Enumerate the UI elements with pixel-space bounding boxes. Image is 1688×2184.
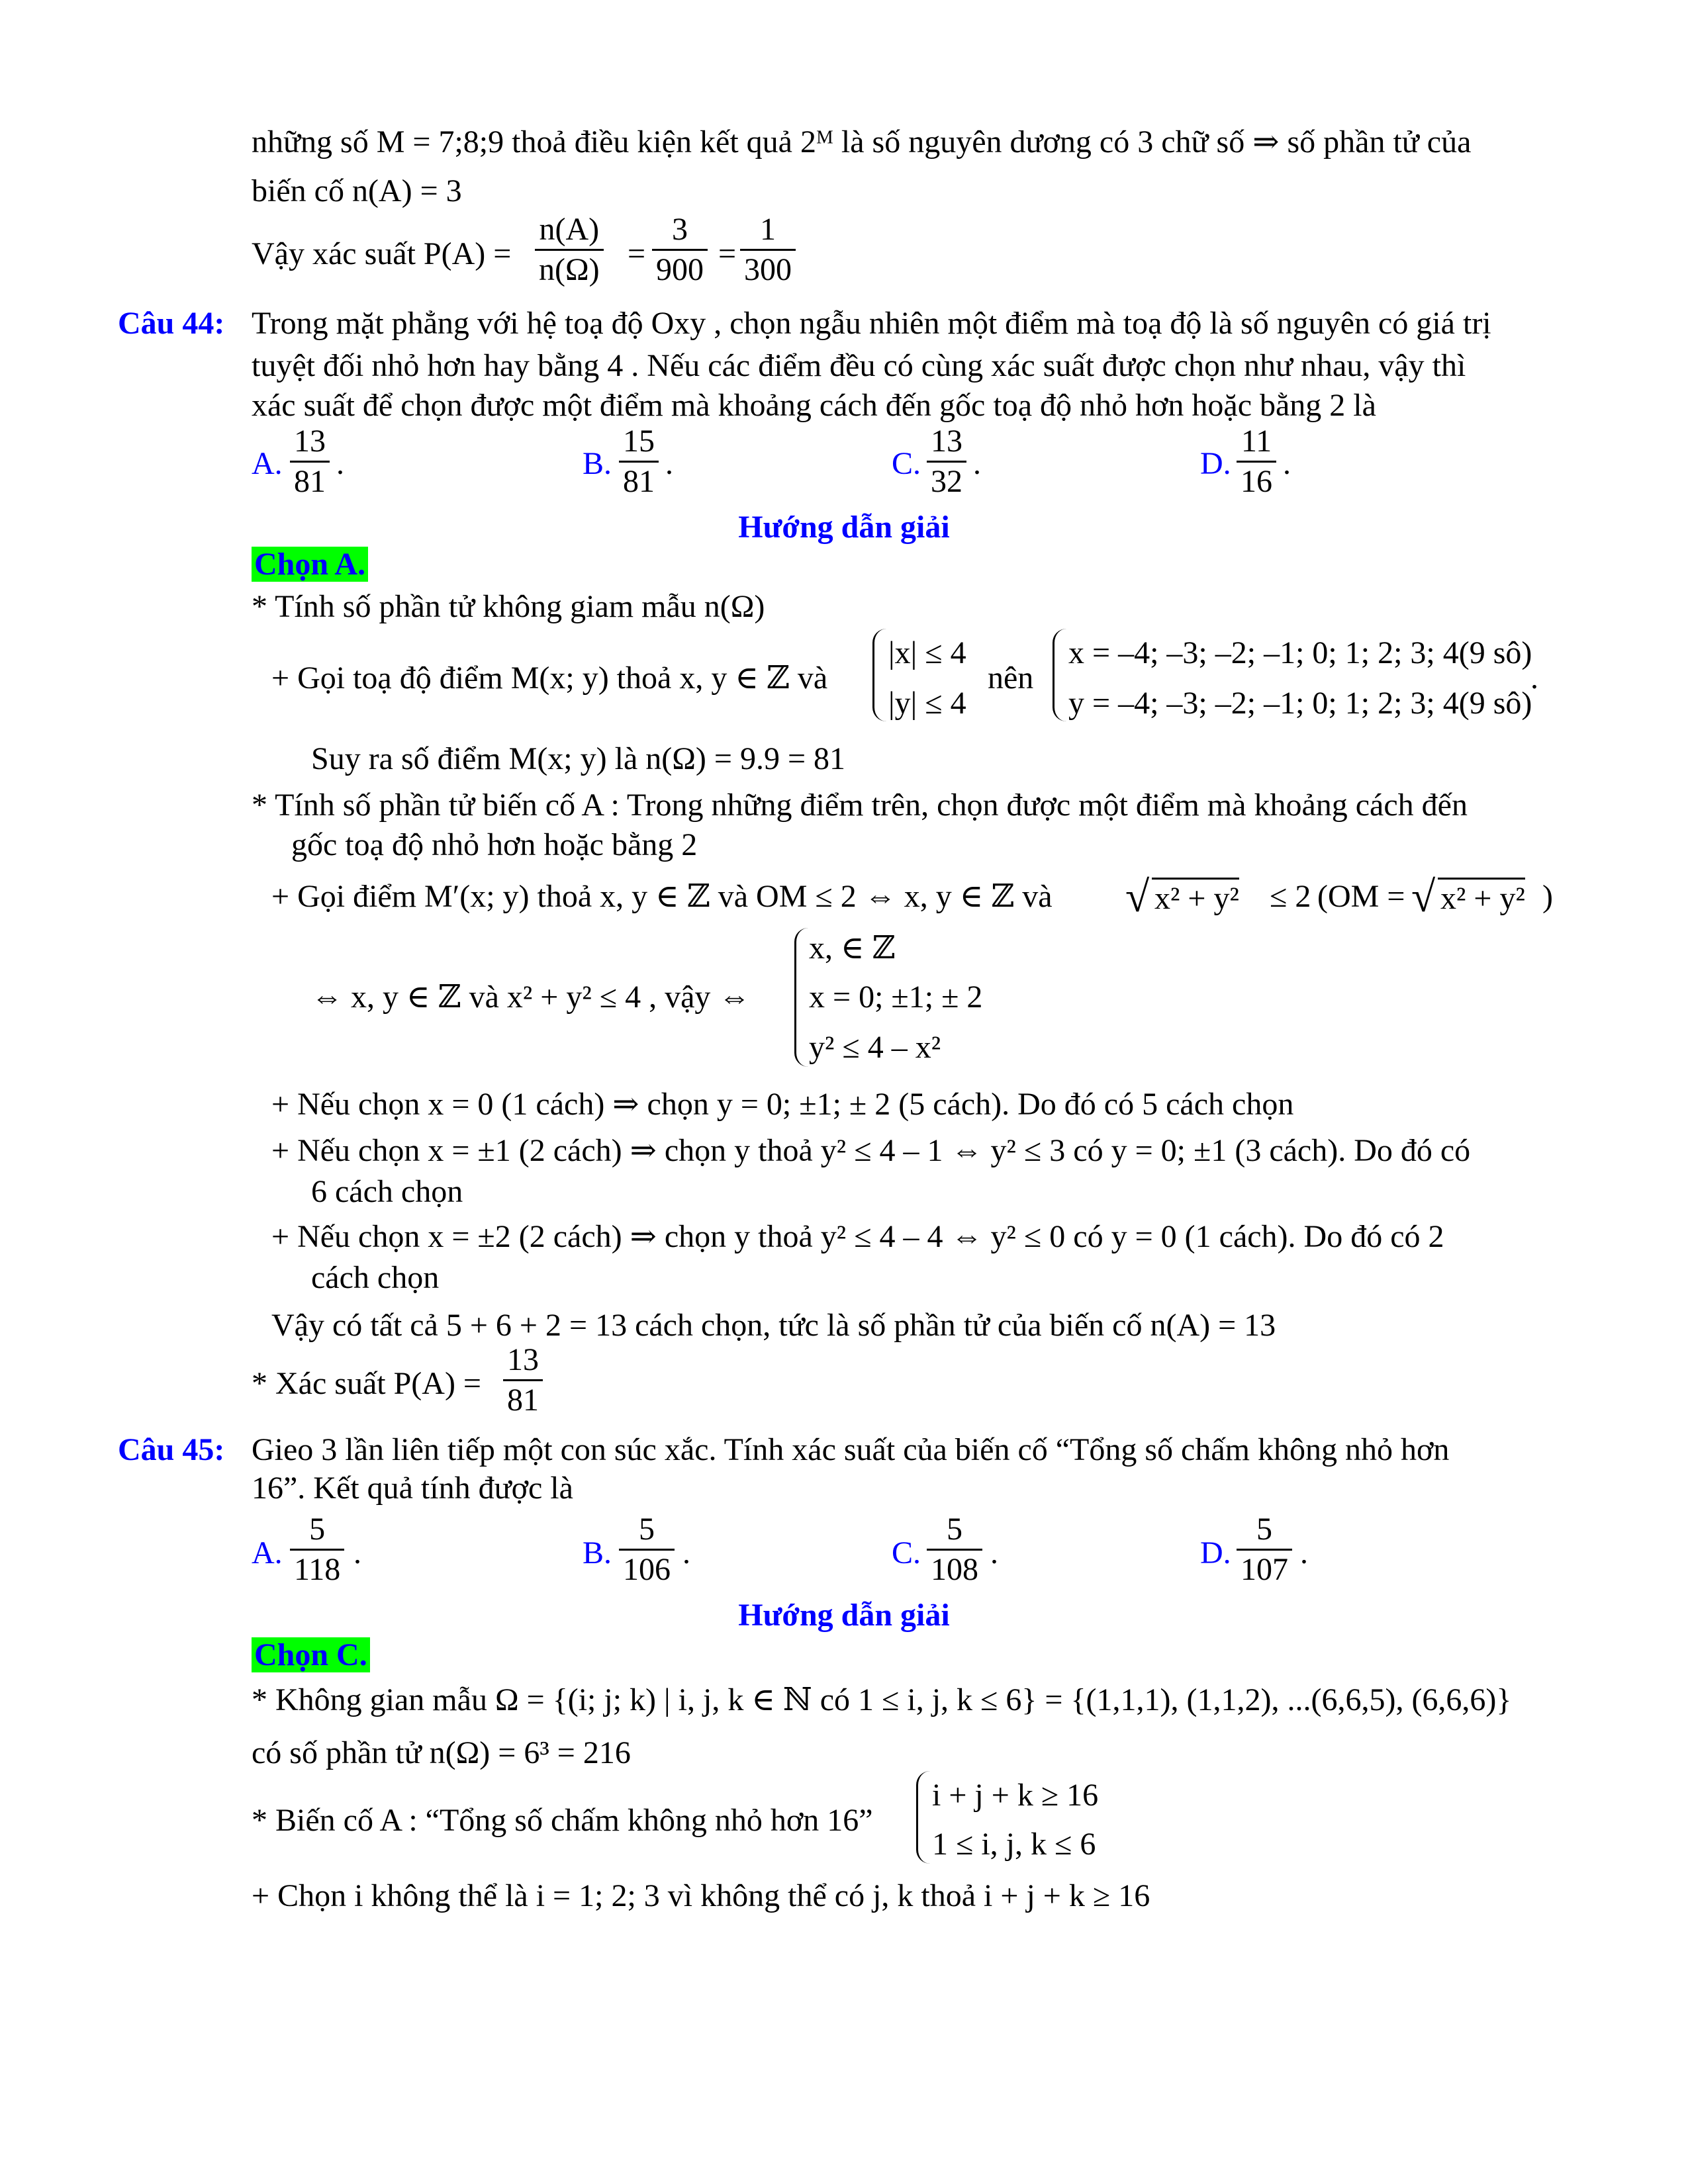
solution-line: + Gọi điểm M′(x; y) thoả x, y ∈ ℤ và OM ≤ 2 ⇔ x, y ∈ ℤ và	[271, 879, 1053, 914]
option-dot: .	[973, 446, 981, 481]
text-line: những số M = 7;8;9 thoả điều kiện kết quả 2ᴹ là số nguyên dương có 3 chữ số ⇒ số phần tử của	[252, 124, 1472, 159]
equals-sign: =	[628, 236, 646, 271]
denominator: 106	[623, 1551, 671, 1587]
denominator: 81	[507, 1382, 539, 1418]
solution-line: * Xác suất P(A) =	[252, 1366, 481, 1401]
option-fraction	[927, 1510, 982, 1588]
option-fraction	[1237, 422, 1276, 500]
fraction	[535, 210, 604, 289]
denominator: n(Ω)	[539, 251, 600, 287]
question-text: Trong mặt phẳng với hệ toạ độ Oxy , chọn ngẫu nhiên một điểm mà toạ độ là số nguyên có giá trị	[252, 306, 1491, 341]
option-fraction	[927, 422, 966, 500]
question-label: Câu 45:	[118, 1432, 225, 1467]
denominator: 16	[1241, 463, 1272, 499]
denominator: 81	[294, 463, 326, 499]
question-label: Câu 44:	[118, 306, 225, 341]
numerator: 13	[931, 424, 962, 459]
answer-choice	[252, 545, 368, 584]
question-text: xác suất để chọn được một điểm mà khoảng cách đến gốc toạ độ nhỏ hơn hoặc bằng 2 là	[252, 388, 1376, 423]
denominator: 107	[1241, 1551, 1288, 1587]
option-dot: .	[336, 446, 344, 481]
option-dot: .	[990, 1535, 998, 1570]
condition-line: 1 ≤ i, j, k ≤ 6	[932, 1827, 1096, 1862]
option-letter: C.	[892, 1535, 921, 1570]
numerator: 11	[1241, 424, 1272, 459]
solution-line: Vậy có tất cả 5 + 6 + 2 = 13 cách chọn, tức là số phần tử của biến cố n(A) = 13	[271, 1308, 1276, 1343]
solution-line: gốc toạ độ nhỏ hơn hoặc bằng 2	[291, 827, 698, 862]
denominator: 118	[294, 1551, 341, 1587]
option-letter: B.	[583, 446, 612, 481]
fraction	[503, 1341, 543, 1419]
solution-line: + Gọi toạ độ điểm M(x; y) thoả x, y ∈ ℤ và	[271, 660, 828, 696]
denominator: 81	[623, 463, 655, 499]
denominator: 900	[656, 251, 704, 287]
radicand: x² + y²	[1152, 878, 1239, 918]
option-letter: A.	[252, 446, 283, 481]
solution-line: * Tính số phần tử không giam mẫu n(Ω)	[252, 589, 765, 624]
condition-line: x, ∈ ℤ	[809, 931, 896, 966]
condition-line: |y| ≤ 4	[888, 686, 966, 721]
solution-line: + Nếu chọn x = ±2 (2 cách) ⇒ chọn y thoả y² ≤ 4 – 4 ⇔ y² ≤ 0 có y = 0 (1 cách). Do đó có 2	[271, 1219, 1444, 1254]
solution-line: cách chọn	[311, 1260, 440, 1295]
option-dot: .	[682, 1535, 690, 1570]
answer-highlight: Chọn C.	[252, 1637, 370, 1672]
equals-sign: =	[718, 236, 737, 271]
option-dot: .	[1300, 1535, 1308, 1570]
solution-line: 6 cách chọn	[311, 1174, 463, 1209]
condition-line: y² ≤ 4 – x²	[809, 1030, 941, 1065]
fraction	[740, 210, 796, 289]
solution-line: (OM =	[1317, 879, 1405, 914]
condition-line: x = 0; ±1; ± 2	[809, 979, 983, 1015]
sentence-dot: .	[1530, 660, 1538, 696]
numerator: 13	[507, 1342, 539, 1377]
radical-sign-icon: √	[1411, 873, 1436, 921]
solution-line: ≤ 2	[1270, 879, 1311, 914]
option-fraction	[290, 1510, 344, 1588]
option-fraction	[290, 422, 330, 500]
solution-line: Suy ra số điểm M(x; y) là n(Ω) = 9.9 = 81	[311, 741, 846, 776]
left-brace	[1053, 629, 1066, 721]
answer-highlight: Chọn A.	[252, 547, 368, 582]
left-brace	[916, 1771, 930, 1864]
denominator: 108	[931, 1551, 978, 1587]
option-letter: B.	[583, 1535, 612, 1570]
numerator: 5	[639, 1512, 655, 1547]
left-brace	[794, 928, 808, 1067]
condition-line: |x| ≤ 4	[888, 635, 966, 670]
left-brace	[872, 629, 886, 721]
solution-heading: Hướng dẫn giải	[738, 510, 950, 545]
radical-sign-icon: √	[1125, 873, 1150, 921]
solution-line: )	[1542, 879, 1553, 914]
text-line: Vậy xác suất P(A) =	[252, 236, 512, 271]
solution-line: nên	[988, 660, 1034, 696]
numerator: 15	[623, 424, 655, 459]
question-text: tuyệt đối nhỏ hơn hay bằng 4 . Nếu các điểm đều có cùng xác suất được chọn như nhau, vậy thì	[252, 348, 1466, 383]
numerator: n(A)	[539, 212, 600, 247]
option-dot: .	[1283, 446, 1291, 481]
numerator: 5	[947, 1512, 962, 1547]
solution-line: + Nếu chọn x = 0 (1 cách) ⇒ chọn y = 0; ±1; ± 2 (5 cách). Do đó có 5 cách chọn	[271, 1087, 1294, 1122]
condition-line: y = –4; –3; –2; –1; 0; 1; 2; 3; 4(9 sô)	[1068, 686, 1532, 721]
radicand: x² + y²	[1438, 878, 1525, 918]
numerator: 5	[309, 1512, 326, 1547]
option-letter: A.	[252, 1535, 283, 1570]
answer-choice	[252, 1636, 370, 1674]
numerator: 1	[760, 212, 776, 247]
denominator: 32	[931, 463, 962, 499]
solution-line: * Biến cố A : “Tổng số chấm không nhỏ hơn 16”	[252, 1803, 873, 1838]
condition-line: x = –4; –3; –2; –1; 0; 1; 2; 3; 4(9 sô)	[1068, 635, 1532, 670]
solution-line: + Nếu chọn x = ±1 (2 cách) ⇒ chọn y thoả y² ≤ 4 – 1 ⇔ y² ≤ 3 có y = 0; ±1 (3 cách). Do đó có	[271, 1133, 1471, 1168]
condition-line: i + j + k ≥ 16	[932, 1778, 1099, 1813]
denominator: 300	[744, 251, 792, 287]
question-text: Gieo 3 lần liên tiếp một con súc xắc. Tính xác suất của biến cố “Tổng số chấm không nhỏ hơn	[252, 1432, 1450, 1467]
solution-line: có số phần tử n(Ω) = 6³ = 216	[252, 1735, 631, 1770]
solution-line: * Tính số phần tử biến cố A : Trong những điểm trên, chọn được một điểm mà khoảng cách đến	[252, 788, 1468, 823]
option-dot: .	[353, 1535, 361, 1570]
solution-line: ⇔ x, y ∈ ℤ và x² + y² ≤ 4 , vậy ⇔	[311, 979, 751, 1015]
option-fraction	[619, 422, 659, 500]
solution-line: + Chọn i không thể là i = 1; 2; 3 vì không thể có j, k thoả i + j + k ≥ 16	[252, 1878, 1150, 1913]
solution-heading: Hướng dẫn giải	[738, 1598, 950, 1633]
option-fraction	[1237, 1510, 1292, 1588]
fraction	[652, 210, 708, 289]
option-letter: D.	[1200, 446, 1231, 481]
question-text: 16”. Kết quả tính được là	[252, 1471, 573, 1506]
option-letter: D.	[1200, 1535, 1231, 1570]
solution-line: * Không gian mẫu Ω = {(i; j; k) | i, j, k ∈ ℕ có 1 ≤ i, j, k ≤ 6} = {(1,1,1), (1,1,2), ...(6,6,5), (6,6,6)}	[252, 1682, 1512, 1717]
numerator: 13	[294, 424, 326, 459]
text-line: biến cố n(A) = 3	[252, 173, 462, 208]
numerator: 5	[1256, 1512, 1272, 1547]
numerator: 3	[672, 212, 688, 247]
option-letter: C.	[892, 446, 921, 481]
option-fraction	[619, 1510, 675, 1588]
option-dot: .	[665, 446, 673, 481]
